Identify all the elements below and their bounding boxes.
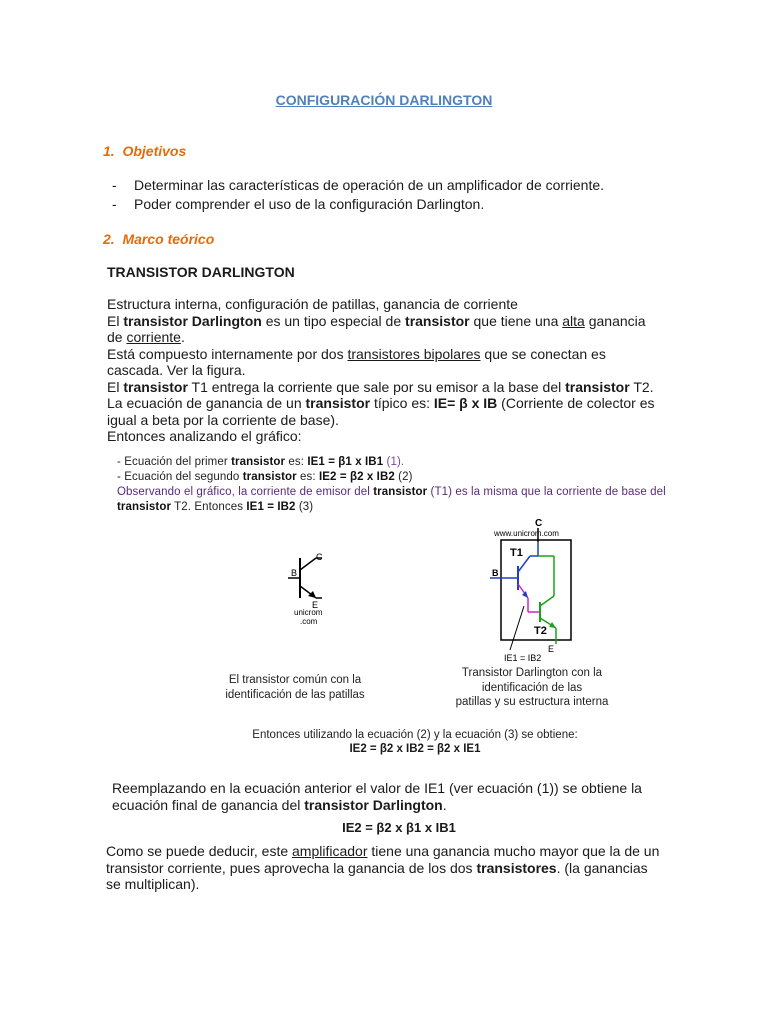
paragraph-line: El transistor T1 entrega la corriente que sale por su emisor a la base del transistor T2. (107, 378, 654, 395)
figure-conclusion-equation: IE2 = β2 x IB2 = β2 x IE1 (349, 743, 481, 755)
paragraph-line: Entonces analizando el gráfico: (107, 428, 302, 444)
document-title: CONFIGURACIÓN DARLINGTON (275, 92, 493, 108)
bullet-item: Poder comprender el uso de la configuración Darlington. (134, 196, 485, 212)
paragraph-line: igual a beta por la corriente de base). (107, 411, 339, 428)
pin-c-label: C (316, 552, 323, 562)
section-label: Objetivos (122, 143, 187, 159)
pin-c-label: C (535, 518, 543, 529)
url-label: www.unicrom.com (494, 529, 559, 538)
section-number: 1. (103, 143, 115, 159)
common-transistor-diagram (286, 548, 336, 628)
intro-paragraph (107, 296, 667, 445)
paragraph-line: de corriente. (107, 329, 185, 345)
figure-line-2: - Ecuación del segundo transistor es: IE2 = β2 x IB2 (2) (117, 471, 413, 483)
figure-line-4: transistor T2. Entonces IE1 = IB2 (3) (117, 501, 314, 513)
bullet-dash: - (112, 196, 117, 212)
darlington-diagram (480, 516, 590, 666)
t1-label: T1 (510, 547, 523, 559)
link-corriente[interactable]: corriente (126, 329, 181, 345)
pin-e-label: E (312, 600, 319, 610)
final-equation: IE2 = β2 x β1 x IB1 (342, 820, 456, 835)
caption-common-transistor: El transistor común con la identificación de las patillas (225, 674, 365, 701)
bullet-dash: - (112, 177, 117, 193)
link-alta[interactable]: alta (562, 312, 585, 329)
brand-text: unicrom (294, 608, 323, 617)
section-heading-objetivos (103, 143, 186, 159)
link-transistores-bipolares[interactable]: transistores bipolares (347, 345, 481, 362)
pin-e-label: E (548, 644, 555, 654)
pin-b-label: B (291, 568, 298, 578)
figure-conclusion: Entonces utilizando la ecuación (2) y la ecuación (3) se obtiene: (252, 729, 578, 741)
replace-paragraph: Reemplazando en la ecuación anterior el valor de IE1 (ver ecuación (1)) se obtiene la ecuación final de ganancia del transistor Darlington. (112, 780, 642, 813)
ie1-ib2-label: IE1 = IB2 (504, 653, 542, 663)
paragraph-line: cascada. Ver la figura. (107, 362, 246, 378)
figure-equations (117, 455, 717, 515)
section-heading-marco (103, 231, 214, 247)
link-amplificador[interactable]: amplificador (292, 843, 368, 859)
figure-line-1: - Ecuación del primer transistor es: IE1 = β1 x IB1 (1). (117, 456, 405, 468)
t2-label: T2 (534, 625, 547, 637)
paragraph-line: Está compuesto internamente por dos transistores bipolares que se conectan es (107, 345, 606, 362)
paragraph-line: Estructura interna, configuración de patillas, ganancia de corriente (107, 296, 518, 312)
paragraph-line: El transistor Darlington es un tipo especial de transistor que tiene una alta ganancia (107, 312, 646, 329)
pin-b-label: B (492, 568, 499, 578)
figure-line-3: Observando el gráfico, la corriente de emisor del transistor (T1) es la misma que la corriente de base del (117, 486, 666, 498)
closing-paragraph: Como se puede deducir, este amplificador tiene una ganancia mucho mayor que la de un transistor corriente, pues aprovecha la ganancia de los dos transistores. (la ganancias se multiplican). (106, 843, 660, 892)
brand-text: .com (300, 617, 318, 626)
caption-darlington: Transistor Darlington con la identificación de las patillas y su estructura interna (455, 667, 609, 708)
bullet-item: Determinar las características de operación de un amplificador de corriente. (134, 177, 605, 193)
paragraph-line: La ecuación de ganancia de un transistor típico es: IE= β x IB (Corriente de colector es (107, 395, 655, 411)
subheading: TRANSISTOR DARLINGTON (107, 264, 295, 280)
section-label: Marco teórico (122, 231, 215, 247)
section-number: 2. (103, 231, 115, 247)
